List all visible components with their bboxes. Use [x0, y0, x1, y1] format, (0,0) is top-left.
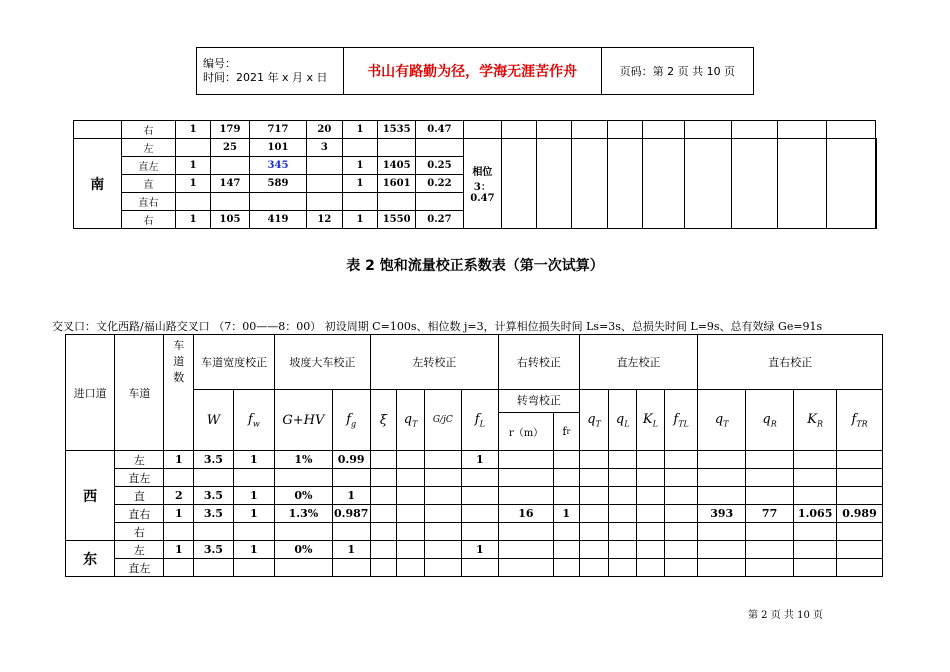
- cell: [664, 469, 698, 487]
- header-info: [197, 48, 344, 95]
- sym-fL-sub: L: [479, 419, 485, 429]
- sym-KL-sub: L: [652, 419, 658, 429]
- cell: 1: [176, 175, 211, 193]
- cell: [698, 541, 745, 559]
- cell: [778, 121, 826, 139]
- cell: [837, 559, 883, 577]
- cell: [826, 139, 875, 229]
- cell: [609, 487, 637, 505]
- cell: [637, 505, 665, 523]
- cell: 1535: [378, 121, 415, 139]
- lane-cell: 直左: [115, 559, 164, 577]
- cell: [499, 559, 554, 577]
- cell: [194, 523, 234, 541]
- cell: [499, 469, 554, 487]
- sym-fL-main: f: [474, 411, 480, 427]
- cell: 16: [499, 505, 554, 523]
- sym-qT-sub: T: [412, 419, 418, 429]
- cell: [164, 523, 194, 541]
- sym-fL: [461, 390, 498, 451]
- cell: 419: [249, 211, 306, 229]
- cell: [553, 451, 579, 469]
- header-grade-corr: 坡度大车校正: [275, 335, 371, 390]
- sym-qT-main: q: [403, 411, 413, 427]
- cell: [415, 139, 463, 157]
- table-1-fragment: [73, 120, 877, 229]
- cell: [609, 559, 637, 577]
- table-row: [66, 505, 883, 523]
- cell: [643, 121, 685, 139]
- cell: [553, 469, 579, 487]
- cell: [637, 451, 665, 469]
- cell: 1: [176, 121, 211, 139]
- cell: [499, 451, 554, 469]
- cell: 1405: [378, 157, 415, 175]
- cell: [579, 541, 609, 559]
- sym-fg-main: f: [346, 411, 352, 427]
- cell: [397, 559, 425, 577]
- lane-cell: 直: [115, 487, 164, 505]
- cell: 589: [249, 175, 306, 193]
- sym-qR: [745, 390, 793, 451]
- cell: 1: [332, 541, 370, 559]
- cell: [794, 451, 837, 469]
- cell: [553, 523, 579, 541]
- header-thru-right-corr: 直右校正: [698, 335, 883, 390]
- cell: [731, 139, 778, 229]
- cell: [637, 559, 665, 577]
- cell: [370, 541, 397, 559]
- page-label: 页码：第 2 页 共 10 页: [601, 48, 753, 95]
- cell: [579, 559, 609, 577]
- cell: [745, 541, 793, 559]
- cell: [211, 193, 250, 211]
- sym-KR-main: K: [807, 411, 817, 427]
- sym-qR-sub: R: [770, 419, 777, 429]
- cell: [664, 505, 698, 523]
- cell: [370, 451, 397, 469]
- cell: [837, 451, 883, 469]
- cell: [176, 193, 211, 211]
- cell: [664, 523, 698, 541]
- cell: [378, 139, 415, 157]
- cell: [609, 451, 637, 469]
- cell: 717: [249, 121, 306, 139]
- cell: [553, 559, 579, 577]
- cell: [194, 469, 234, 487]
- cell: [745, 451, 793, 469]
- cell: [275, 523, 333, 541]
- cell: [794, 487, 837, 505]
- cell: [664, 541, 698, 559]
- cell: [332, 523, 370, 541]
- cell: [164, 469, 194, 487]
- header-lane: 车道: [115, 335, 164, 451]
- cell: 1: [233, 487, 274, 505]
- cell: 3: [307, 139, 342, 157]
- cell: [731, 121, 778, 139]
- sym-xi: ξ: [370, 390, 397, 451]
- sym-qT2-main: q: [587, 411, 596, 427]
- table-row: [66, 541, 883, 559]
- direction-south: 南: [74, 139, 122, 229]
- cell: 1: [164, 451, 194, 469]
- phase-note: 相位3：0.47: [464, 139, 502, 229]
- cell: [164, 559, 194, 577]
- cell: 1%: [275, 451, 333, 469]
- cell: [275, 559, 333, 577]
- sym-qL-sub: L: [624, 419, 630, 429]
- cell: [461, 523, 498, 541]
- cell: [307, 157, 342, 175]
- cell: 393: [698, 505, 745, 523]
- lane-cell: 右: [121, 121, 176, 139]
- sym-fTR-main: f: [851, 411, 857, 427]
- sym-fw-sub: w: [252, 419, 260, 429]
- cell: [837, 541, 883, 559]
- cell: [837, 469, 883, 487]
- sym-qT3-main: q: [714, 411, 724, 427]
- cell: 1: [233, 505, 274, 523]
- cell: 77: [745, 505, 793, 523]
- cell: [397, 541, 425, 559]
- cell: [537, 139, 572, 229]
- cell: [579, 487, 609, 505]
- cell: 1: [461, 541, 498, 559]
- cell: [194, 559, 234, 577]
- cell: 1.065: [794, 505, 837, 523]
- cell: [461, 559, 498, 577]
- cell: [499, 487, 554, 505]
- sym-qR-main: q: [762, 411, 771, 427]
- sym-fTL: [664, 390, 698, 451]
- cell: [424, 451, 461, 469]
- sym-KL: [637, 390, 665, 451]
- cell: [609, 541, 637, 559]
- lane-cell: 直: [121, 175, 176, 193]
- header-width-corr: 车道宽度校正: [194, 335, 275, 390]
- cell: 147: [211, 175, 250, 193]
- cell: 25: [211, 139, 250, 157]
- cell: 1: [164, 505, 194, 523]
- sym-fr: [554, 413, 579, 450]
- cell: [698, 469, 745, 487]
- cell: [397, 487, 425, 505]
- table-row: [74, 139, 877, 157]
- cell: 1: [342, 175, 378, 193]
- table-row: [74, 121, 877, 139]
- cell: [685, 121, 732, 139]
- cell: [537, 121, 572, 139]
- cell: [499, 541, 554, 559]
- cell: 0.25: [415, 157, 463, 175]
- cell: [424, 541, 461, 559]
- cell: 101: [249, 139, 306, 157]
- cell: 3.5: [194, 487, 234, 505]
- sym-qT-2: [579, 390, 609, 451]
- table-2: [65, 334, 883, 577]
- cell: [637, 523, 665, 541]
- cell: 0.989: [837, 505, 883, 523]
- cell: [794, 541, 837, 559]
- cell: [370, 487, 397, 505]
- cell: [826, 121, 875, 139]
- cell: [464, 121, 502, 139]
- cell: [397, 523, 425, 541]
- table-2-title: 表 2 饱和流量校正系数表（第一次试算）: [346, 258, 604, 274]
- date-label: 时间：2021 年 x 月 x 日: [203, 71, 328, 84]
- cell: [499, 523, 554, 541]
- cell: [745, 559, 793, 577]
- cell: [501, 121, 536, 139]
- header-thru-left-corr: 直左校正: [579, 335, 698, 390]
- cell: [664, 487, 698, 505]
- cell: 2: [164, 487, 194, 505]
- cell: [370, 523, 397, 541]
- cell: 1: [233, 451, 274, 469]
- cell: [307, 175, 342, 193]
- cell: 1: [164, 541, 194, 559]
- sym-qL-main: q: [615, 411, 625, 427]
- empty-cell: [74, 121, 122, 139]
- cell: 1: [342, 157, 378, 175]
- cell: [876, 139, 877, 229]
- cell: 0.99: [332, 451, 370, 469]
- sym-KR-sub: R: [816, 419, 824, 429]
- cell: [698, 451, 745, 469]
- lane-cell: 右: [121, 211, 176, 229]
- header-radius: r（m）: [499, 413, 554, 450]
- sym-fTL-main: f: [673, 411, 679, 427]
- cell: [397, 451, 425, 469]
- table-row: [66, 559, 883, 577]
- table-row: [66, 487, 883, 505]
- cell: [664, 451, 698, 469]
- cell: [609, 523, 637, 541]
- direction-cell: 西: [66, 451, 115, 541]
- cell: 12: [307, 211, 342, 229]
- sym-qT3-sub: T: [723, 419, 729, 429]
- cell: [424, 469, 461, 487]
- cell: [637, 487, 665, 505]
- cell: 1: [553, 505, 579, 523]
- cell: [778, 139, 826, 229]
- cell: 0%: [275, 541, 333, 559]
- sym-fw: [233, 390, 274, 451]
- header-right-corr: 右转校正: [499, 335, 580, 390]
- sym-fr-main: f: [562, 425, 567, 438]
- turn-corr-cell: [499, 390, 580, 451]
- cell: [698, 559, 745, 577]
- cell: [579, 451, 609, 469]
- sym-KL-main: K: [642, 411, 653, 427]
- cell: [664, 559, 698, 577]
- document-header: [196, 47, 754, 95]
- cell: [307, 193, 342, 211]
- cell: [698, 487, 745, 505]
- cell: [579, 505, 609, 523]
- cell: [424, 505, 461, 523]
- cell: [794, 523, 837, 541]
- header-turn-corr: 转弯校正: [499, 390, 579, 413]
- cell: [370, 559, 397, 577]
- cell: 1.3%: [275, 505, 333, 523]
- lane-cell: 左: [121, 139, 176, 157]
- cell: [572, 121, 607, 139]
- table-2-body: [66, 451, 883, 577]
- sym-fTR: [837, 390, 883, 451]
- cell-highlight: 345: [249, 157, 306, 175]
- cell: 3.5: [194, 451, 234, 469]
- cell: [609, 505, 637, 523]
- cell: [461, 505, 498, 523]
- cell: [176, 139, 211, 157]
- sym-qL: [609, 390, 637, 451]
- cell: [397, 505, 425, 523]
- cell: [572, 139, 607, 229]
- page-footer: 第 2 页 共 10 页: [748, 610, 823, 621]
- direction-cell: 东: [66, 541, 115, 577]
- cell: 105: [211, 211, 250, 229]
- cell: 1: [176, 157, 211, 175]
- cell: [579, 469, 609, 487]
- sym-fg: [332, 390, 370, 451]
- cell: [553, 487, 579, 505]
- cell: [794, 469, 837, 487]
- header-left-corr: 左转校正: [370, 335, 498, 390]
- cell: 1: [342, 121, 378, 139]
- cell: [397, 469, 425, 487]
- lane-cell: 直左: [115, 469, 164, 487]
- sym-KR: [794, 390, 837, 451]
- cell: [607, 121, 642, 139]
- lane-cell: 直左: [121, 157, 176, 175]
- cell: 1: [342, 211, 378, 229]
- lane-cell: 左: [115, 451, 164, 469]
- cell: [461, 469, 498, 487]
- cell: [794, 559, 837, 577]
- cell: [745, 523, 793, 541]
- cell: [637, 541, 665, 559]
- cell: 1: [176, 211, 211, 229]
- cell: [424, 487, 461, 505]
- lane-cell: 右: [115, 523, 164, 541]
- cell: [342, 139, 378, 157]
- cell: [698, 523, 745, 541]
- cell: [643, 139, 685, 229]
- cell: 0.22: [415, 175, 463, 193]
- cell: 179: [211, 121, 250, 139]
- sym-fTL-sub: TL: [678, 419, 689, 429]
- cell: 0.27: [415, 211, 463, 229]
- cell: [837, 487, 883, 505]
- cell: 1: [461, 451, 498, 469]
- cell: [579, 523, 609, 541]
- sym-ghv: G+HV: [275, 390, 333, 451]
- cell: [461, 487, 498, 505]
- serial-label: 编号：: [203, 57, 236, 70]
- table-row: [66, 451, 883, 469]
- header-lane-count-text: 车道数: [173, 339, 185, 384]
- cell: [415, 193, 463, 211]
- sym-W: W: [194, 390, 234, 451]
- sym-qT-3: [698, 390, 745, 451]
- sym-qT2-sub: T: [595, 419, 601, 429]
- header-lane-count: [164, 335, 194, 451]
- cell: 1: [332, 487, 370, 505]
- cell: [233, 523, 274, 541]
- cell: [424, 523, 461, 541]
- sym-fTR-sub: TR: [856, 419, 868, 429]
- cell: 0.47: [415, 121, 463, 139]
- cell: 1601: [378, 175, 415, 193]
- cell: [332, 559, 370, 577]
- lane-cell: 左: [115, 541, 164, 559]
- cell: [609, 469, 637, 487]
- cell: [637, 469, 665, 487]
- cell: [685, 139, 732, 229]
- cell: [275, 469, 333, 487]
- cell: [424, 559, 461, 577]
- cell: [370, 505, 397, 523]
- cell: [607, 139, 642, 229]
- cell: [370, 469, 397, 487]
- sym-fw-main: f: [248, 411, 253, 427]
- cell: [332, 469, 370, 487]
- header-row: [66, 335, 883, 390]
- cell: [745, 487, 793, 505]
- cell: [553, 541, 579, 559]
- table-row: [66, 523, 883, 541]
- header-approach: 进口道: [66, 335, 115, 451]
- cell: 3.5: [194, 541, 234, 559]
- cell: [233, 469, 274, 487]
- cell: 1: [233, 541, 274, 559]
- slogan: 书山有路勤为径，学海无涯苦作舟: [343, 48, 601, 95]
- sym-fr-sub: r: [566, 427, 571, 436]
- cell: 0.987: [332, 505, 370, 523]
- lane-cell: 直右: [115, 505, 164, 523]
- cell: [211, 157, 250, 175]
- cell: [342, 193, 378, 211]
- cell: 3.5: [194, 505, 234, 523]
- sym-qT: [397, 390, 425, 451]
- cell: 20: [307, 121, 342, 139]
- cell: [745, 469, 793, 487]
- intersection-conditions: 交叉口：文化西路/福山路交叉口 （7：00——8：00） 初设周期 C=100s、相位数 j=3，计算相位损失时间 Ls=3s、总损失时间 L=9s、总有效绿 Ge=91s: [52, 320, 823, 333]
- cell: 1550: [378, 211, 415, 229]
- sym-fg-sub: g: [351, 419, 357, 429]
- cell: [501, 139, 536, 229]
- cell: [249, 193, 306, 211]
- sym-gjc: G/jC: [424, 390, 461, 451]
- lane-cell: 直右: [121, 193, 176, 211]
- cell: [837, 523, 883, 541]
- cell: 0%: [275, 487, 333, 505]
- cell: [233, 559, 274, 577]
- cell: [378, 193, 415, 211]
- table-row: [66, 469, 883, 487]
